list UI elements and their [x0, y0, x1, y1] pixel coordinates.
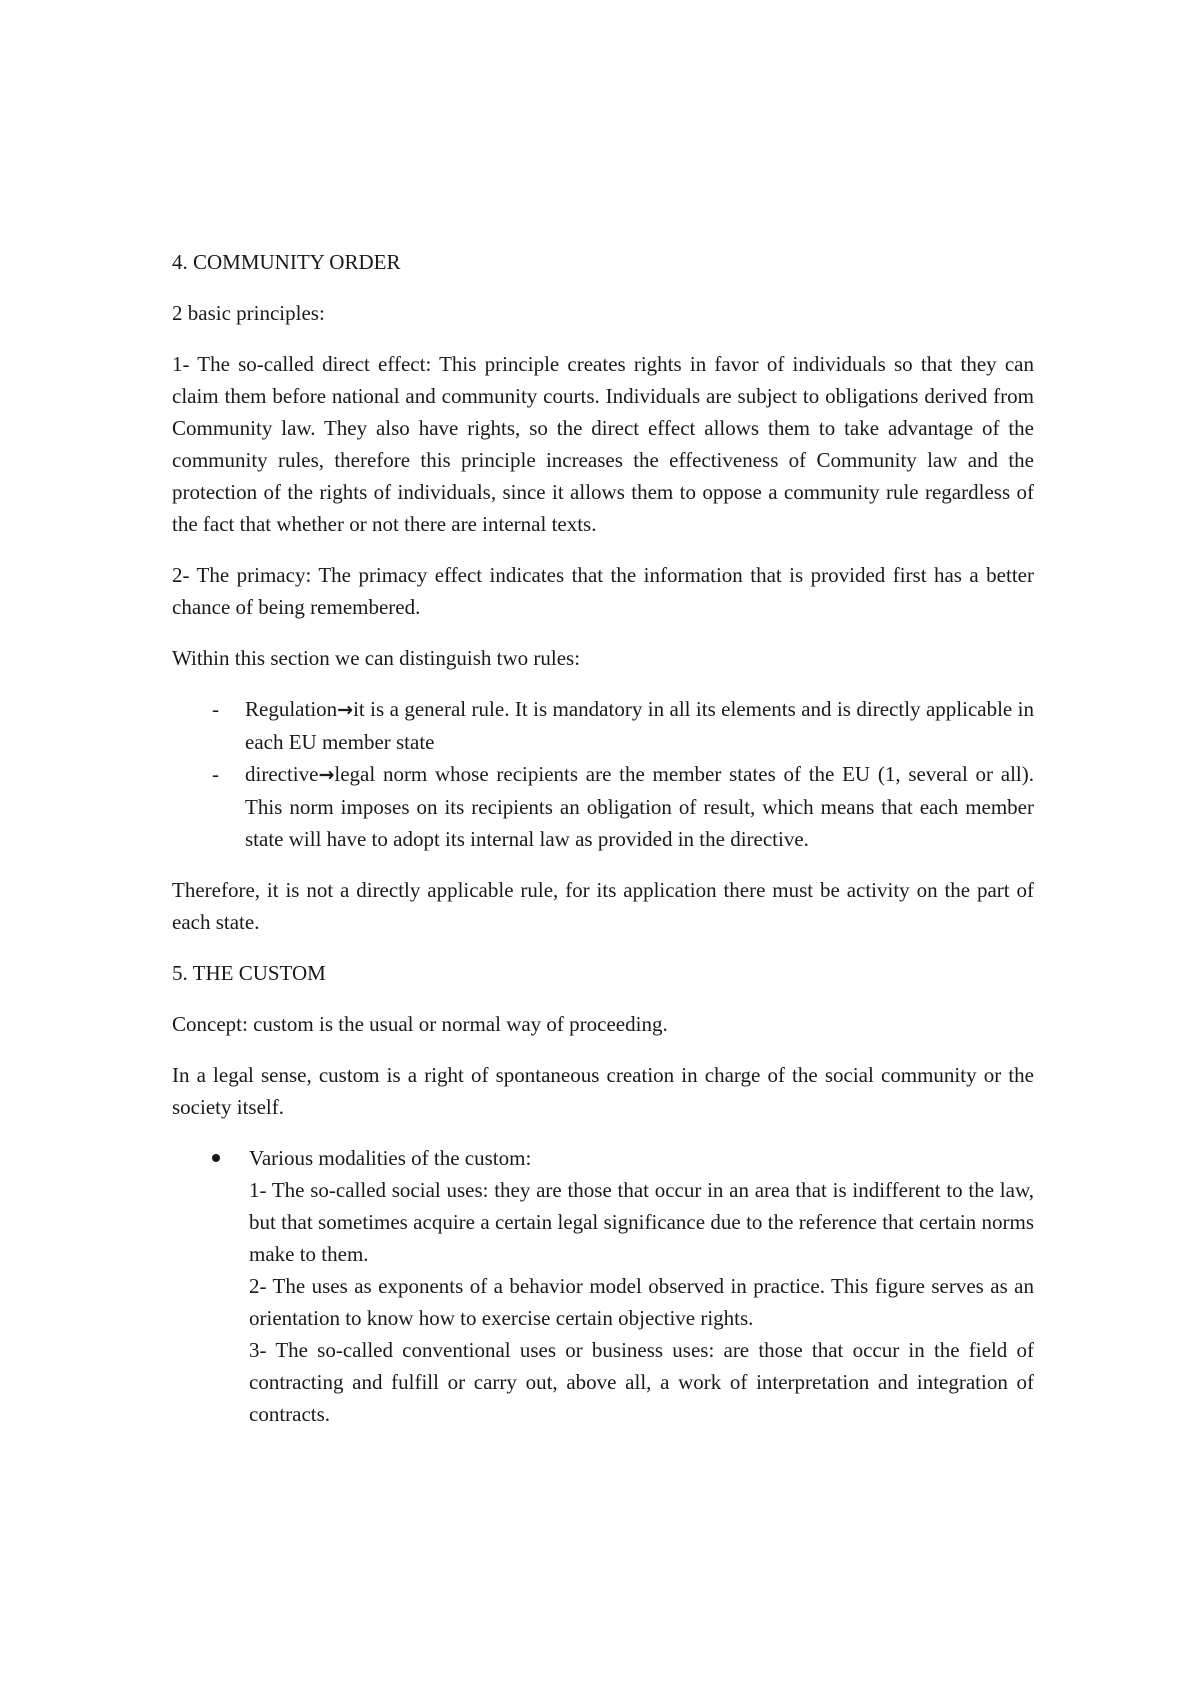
rules-list	[172, 693, 1034, 855]
modalities-list	[172, 1142, 1034, 1430]
bullet-icon	[212, 1154, 220, 1162]
paragraph-two-rules: Within this section we can distinguish two rules:	[172, 646, 581, 670]
modalities-title: Various modalities of the custom:	[249, 1146, 532, 1170]
list-item-directive	[172, 758, 1034, 855]
list-item-regulation	[172, 693, 1034, 758]
section-heading-custom: 5. THE CUSTOM	[172, 961, 326, 985]
section-heading-community-order: 4. COMMUNITY ORDER	[172, 250, 401, 274]
arrow-right-icon: →	[318, 764, 335, 786]
basic-principles-intro: 2 basic principles:	[172, 301, 325, 325]
modality-conventional-uses: 3- The so-called conventional uses or business uses: are those that occur in the field of contracting and fulfill or carry out, above all, a work of interpretation and integration of contracts.	[249, 1338, 1034, 1426]
rule-text: it is a general rule. It is mandatory in all its elements and is directly applicable in each EU member state	[245, 697, 1034, 754]
paragraph-primacy: 2- The primacy: The primacy effect indicates that the information that is provided first has a better chance of being remembered.	[172, 563, 1034, 619]
modality-social-uses: 1- The so-called social uses: they are those that occur in an area that is indifferent to the law, but that sometimes acquire a certain legal significance due to the reference that certain norms make to them.	[249, 1178, 1034, 1266]
paragraph-legal-sense: In a legal sense, custom is a right of spontaneous creation in charge of the social community or the society itself.	[172, 1063, 1034, 1119]
rule-term: directive	[245, 762, 319, 786]
dash-marker: -	[212, 697, 219, 721]
paragraph-direct-effect: 1- The so-called direct effect: This principle creates rights in favor of individuals so that they can claim them before national and community courts. Individuals are subject to obligations derived from Community law. They also have rights, so the direct effect allows them to take advantage of the community rules, therefore this principle increases the effectiveness of Community law and the protection of the rights of individuals, since it allows them to oppose a community rule regardless of the fact that whether or not there are internal texts.	[172, 352, 1034, 536]
rule-term: Regulation	[245, 697, 338, 721]
paragraph-concept: Concept: custom is the usual or normal way of proceeding.	[172, 1012, 668, 1036]
paragraph-therefore: Therefore, it is not a directly applicable rule, for its application there must be activity on the part of each state.	[172, 878, 1034, 934]
arrow-right-icon: →	[337, 699, 354, 721]
dash-marker: -	[212, 762, 219, 786]
modality-behavior-model: 2- The uses as exponents of a behavior model observed in practice. This figure serves as an orientation to know how to exercise certain objective rights.	[249, 1274, 1034, 1330]
list-item-modalities	[172, 1142, 1034, 1430]
document-page	[172, 246, 1034, 1449]
rule-text: legal norm whose recipients are the member states of the EU (1, several or all). This norm imposes on its recipients an obligation of result, which means that each member state will have to adopt its internal law as provided in the directive.	[245, 762, 1034, 851]
